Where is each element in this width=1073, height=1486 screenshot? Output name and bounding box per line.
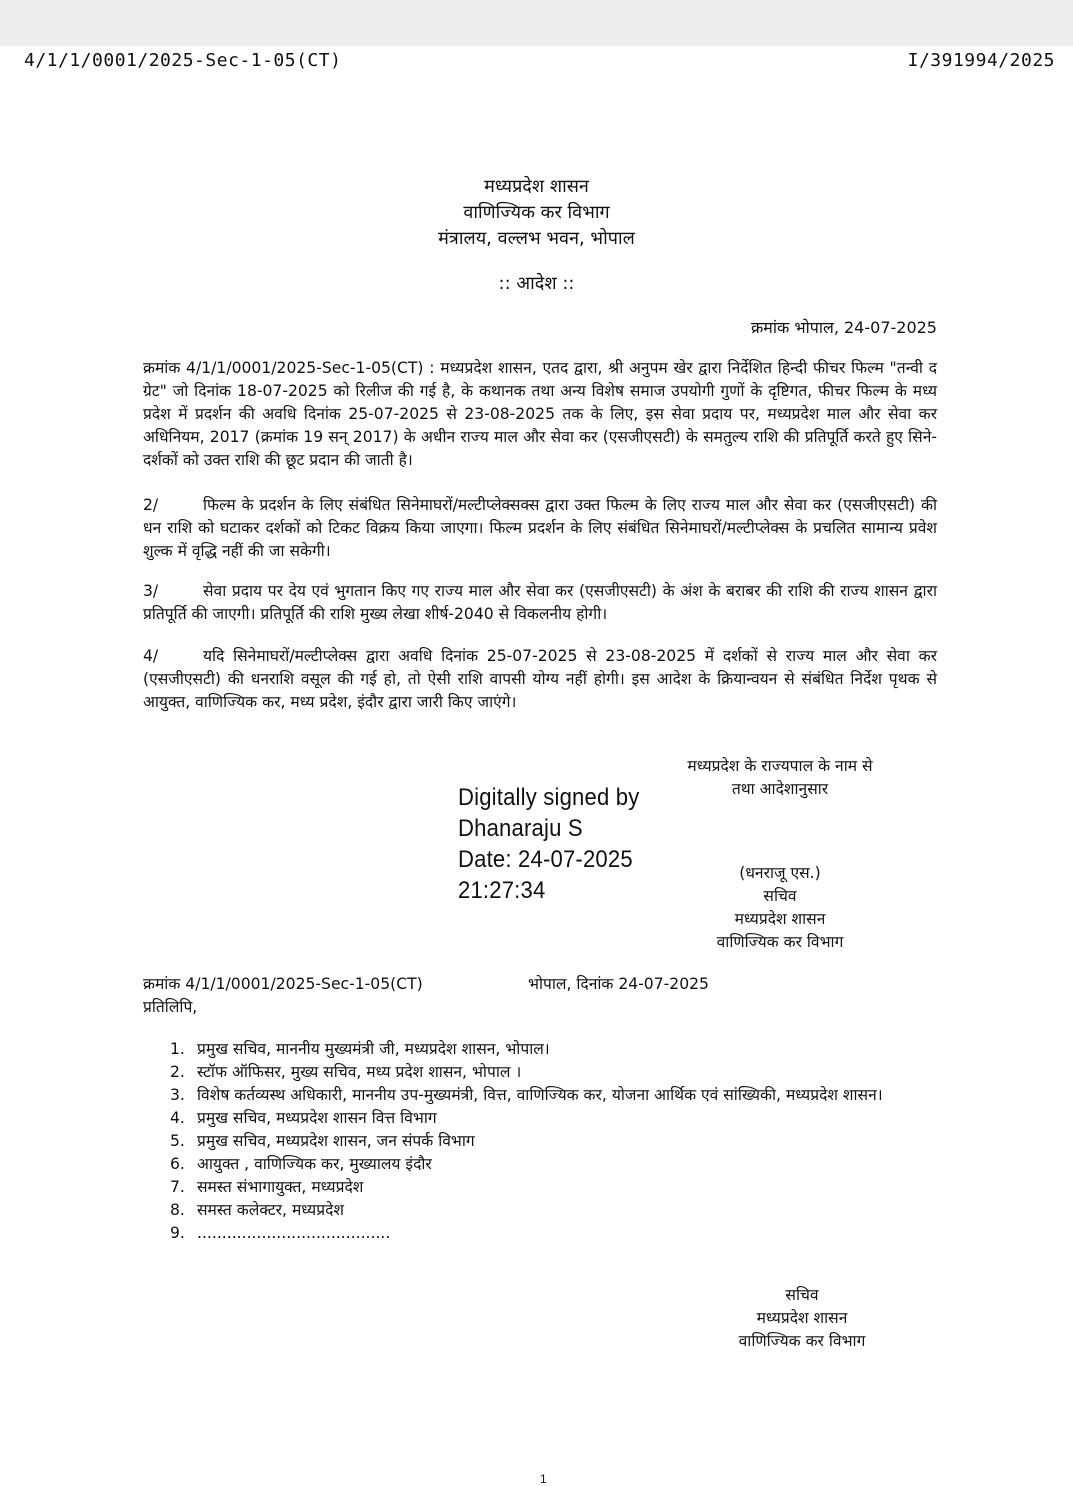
order-title: :: आदेश :: [498, 273, 575, 294]
signatory-name: (धनराजू एस.) [739, 864, 821, 882]
authority-block [660, 755, 900, 801]
list-item [170, 1153, 930, 1176]
letterhead-dept: वाणिज्यिक कर विभाग [463, 202, 610, 223]
list-item [170, 1176, 930, 1199]
signature-line-1: Digitally signed by [458, 784, 640, 811]
signature-line-4: 21:27:34 [458, 877, 546, 904]
document-page [0, 46, 1073, 1482]
list-item-text: प्रमुख सचिव, मध्यप्रदेश शासन वित्त विभाग [197, 1109, 437, 1127]
letterhead [0, 174, 1073, 252]
paragraph-2-text: फिल्म के प्रदर्शन के लिए संबंधित सिनेमाघरों/मल्टीप्लेक्सक्स द्वारा उक्त फिल्म के लिए राज्य माल और सेवा कर (एसजीएसटी) की धन राशि को घटाकर दर्शकों को टिकट विक्रय किया जाएगा। फिल्म प्रदर्शन के लिए संबंधित सिनेमाघरों/मल्टीप्लेक्स के प्रचलित सामान्य प्रवेश शुल्क में वृद्धि नहीं की जा सकेगी। [143, 496, 937, 560]
bottom-signatory-block [702, 1284, 902, 1353]
receipt-reference: I/391994/2025 [907, 50, 1055, 71]
authority-line-2: तथा आदेशानुसार [731, 780, 829, 798]
viewer-top-bar [0, 0, 1073, 46]
list-item-number: 4. [170, 1109, 185, 1127]
signature-line-2: Dhanaraju S [458, 815, 583, 842]
authority-line-1: मध्यप्रदेश के राज्यपाल के नाम से [687, 757, 873, 775]
list-item-number: 2. [170, 1063, 185, 1081]
paragraph-2 [143, 494, 937, 563]
signature-line-3: Date: 24-07-2025 [458, 846, 633, 873]
list-item-number: 8. [170, 1201, 185, 1219]
copy-reference: क्रमांक 4/1/1/0001/2025-Sec-1-05(CT) [143, 975, 423, 993]
list-item-number: 7. [170, 1178, 185, 1196]
letterhead-govt: मध्यप्रदेश शासन [484, 176, 589, 197]
copy-recipients-list [170, 1038, 930, 1245]
page-number: 1 [540, 1472, 547, 1486]
list-item-number: 9. [170, 1224, 185, 1242]
paragraph-3-number: 3/ [143, 582, 159, 600]
paragraph-3 [143, 580, 937, 626]
order-place-date: क्रमांक भोपाल, 24-07-2025 [750, 318, 937, 337]
list-item [170, 1107, 930, 1130]
paragraph-4-number: 4/ [143, 647, 159, 665]
paragraph-4 [143, 645, 937, 714]
digital-signature [458, 782, 639, 906]
list-item-text: समस्त कलेक्टर, मध्यप्रदेश [197, 1201, 344, 1219]
signatory-org-2: वाणिज्यिक कर विभाग [716, 933, 844, 951]
list-item-text: आयुक्त , वाणिज्यिक कर, मुख्यालय इंदौर [197, 1155, 432, 1173]
list-item [170, 1084, 930, 1107]
paragraph-3-text: सेवा प्रदाय पर देय एवं भुगतान किए गए राज्य माल और सेवा कर (एसजीएसटी) के अंश के बराबर की राशि की राज्य शासन द्वारा प्रतिपूर्ति की जाएगी। प्रतिपूर्ति की राशि मुख्य लेखा शीर्ष-2040 से विकलनीय होगी। [143, 582, 937, 623]
list-item [170, 1222, 930, 1245]
signatory-org-1: मध्यप्रदेश शासन [734, 910, 826, 928]
list-item-text: प्रमुख सचिव, मध्यप्रदेश शासन, जन संपर्क विभाग [197, 1132, 475, 1150]
list-item-text: स्टॉफ ऑफिसर, मुख्य सचिव, मध्य प्रदेश शासन, भोपाल । [197, 1063, 522, 1081]
list-item-text: समस्त संभागायुक्त, मध्यप्रदेश [197, 1178, 364, 1196]
copy-place-date: भोपाल, दिनांक 24-07-2025 [528, 975, 709, 993]
letterhead-address: मंत्रालय, वल्लभ भवन, भोपाल [438, 228, 635, 249]
list-item-number: 3. [170, 1086, 185, 1104]
list-item [170, 1130, 930, 1153]
paragraph-4-text: यदि सिनेमाघरों/मल्टीप्लेक्स द्वारा अवधि दिनांक 25-07-2025 से 23-08-2025 में दर्शकों से राज्य माल और सेवा कर (एसजीएसटी) की धनराशि वसूल की गई हो, तो ऐसी राशि वापसी योग्य नहीं होगी। इस आदेश के क्रियान्वयन से संबंधित निर्देश पृथक से आयुक्त, वाणिज्यिक कर, मध्य प्रदेश, इंदौर द्वारा जारी किए जाएंगे। [143, 647, 937, 711]
list-item-number: 5. [170, 1132, 185, 1150]
list-item [170, 1199, 930, 1222]
list-item [170, 1038, 930, 1061]
list-item-number: 6. [170, 1155, 185, 1173]
signatory-block [680, 862, 880, 954]
list-item-number: 1. [170, 1040, 185, 1058]
list-item-text: प्रमुख सचिव, माननीय मुख्यमंत्री जी, मध्यप्रदेश शासन, भोपाल। [197, 1040, 550, 1058]
bottom-signatory-org-2: वाणिज्यिक कर विभाग [738, 1332, 866, 1350]
paragraph-1: क्रमांक 4/1/1/0001/2025-Sec-1-05(CT) : मध्यप्रदेश शासन, एतद द्वारा, श्री अनुपम खेर द्वारा निर्देशित हिन्दी फीचर फिल्म "तन्वी द ग्रेट" जो दिनांक 18-07-2025 को रिलीज की गई है, के कथानक तथा अन्य विशेष समाज उपयोगी गुणों के दृष्टिगत, फीचर फिल्म के मध्य प्रदेश में प्रदर्शन की अवधि दिनांक 25-07-2025 से 23-08-2025 तक के लिए, इस सेवा प्रदाय पर, मध्यप्रदेश माल और सेवा कर अधिनियम, 2017 (क्रमांक 19 सन् 2017) के अधीन राज्य माल और सेवा कर (एसजीएसटी) के समतुल्य राशि की प्रतिपूर्ति करते हुए सिने-दर्शकों को उक्त राशि की छूट प्रदान की जाती है। [143, 359, 937, 469]
copy-label: प्रतिलिपि, [143, 998, 198, 1016]
list-item-text: ....................................... [197, 1224, 391, 1242]
file-reference: 4/1/1/0001/2025-Sec-1-05(CT) [24, 50, 342, 71]
bottom-signatory-org-1: मध्यप्रदेश शासन [756, 1309, 848, 1327]
bottom-signatory-designation: सचिव [785, 1286, 819, 1304]
paragraph-2-number: 2/ [143, 496, 159, 514]
signatory-designation: सचिव [763, 887, 797, 905]
list-item-text: विशेष कर्तव्यस्थ अधिकारी, माननीय उप-मुख्यमंत्री, वित्त, वाणिज्यिक कर, योजना आर्थिक एवं सांख्यिकी, मध्यप्रदेश शासन। [197, 1086, 883, 1104]
list-item [170, 1061, 930, 1084]
